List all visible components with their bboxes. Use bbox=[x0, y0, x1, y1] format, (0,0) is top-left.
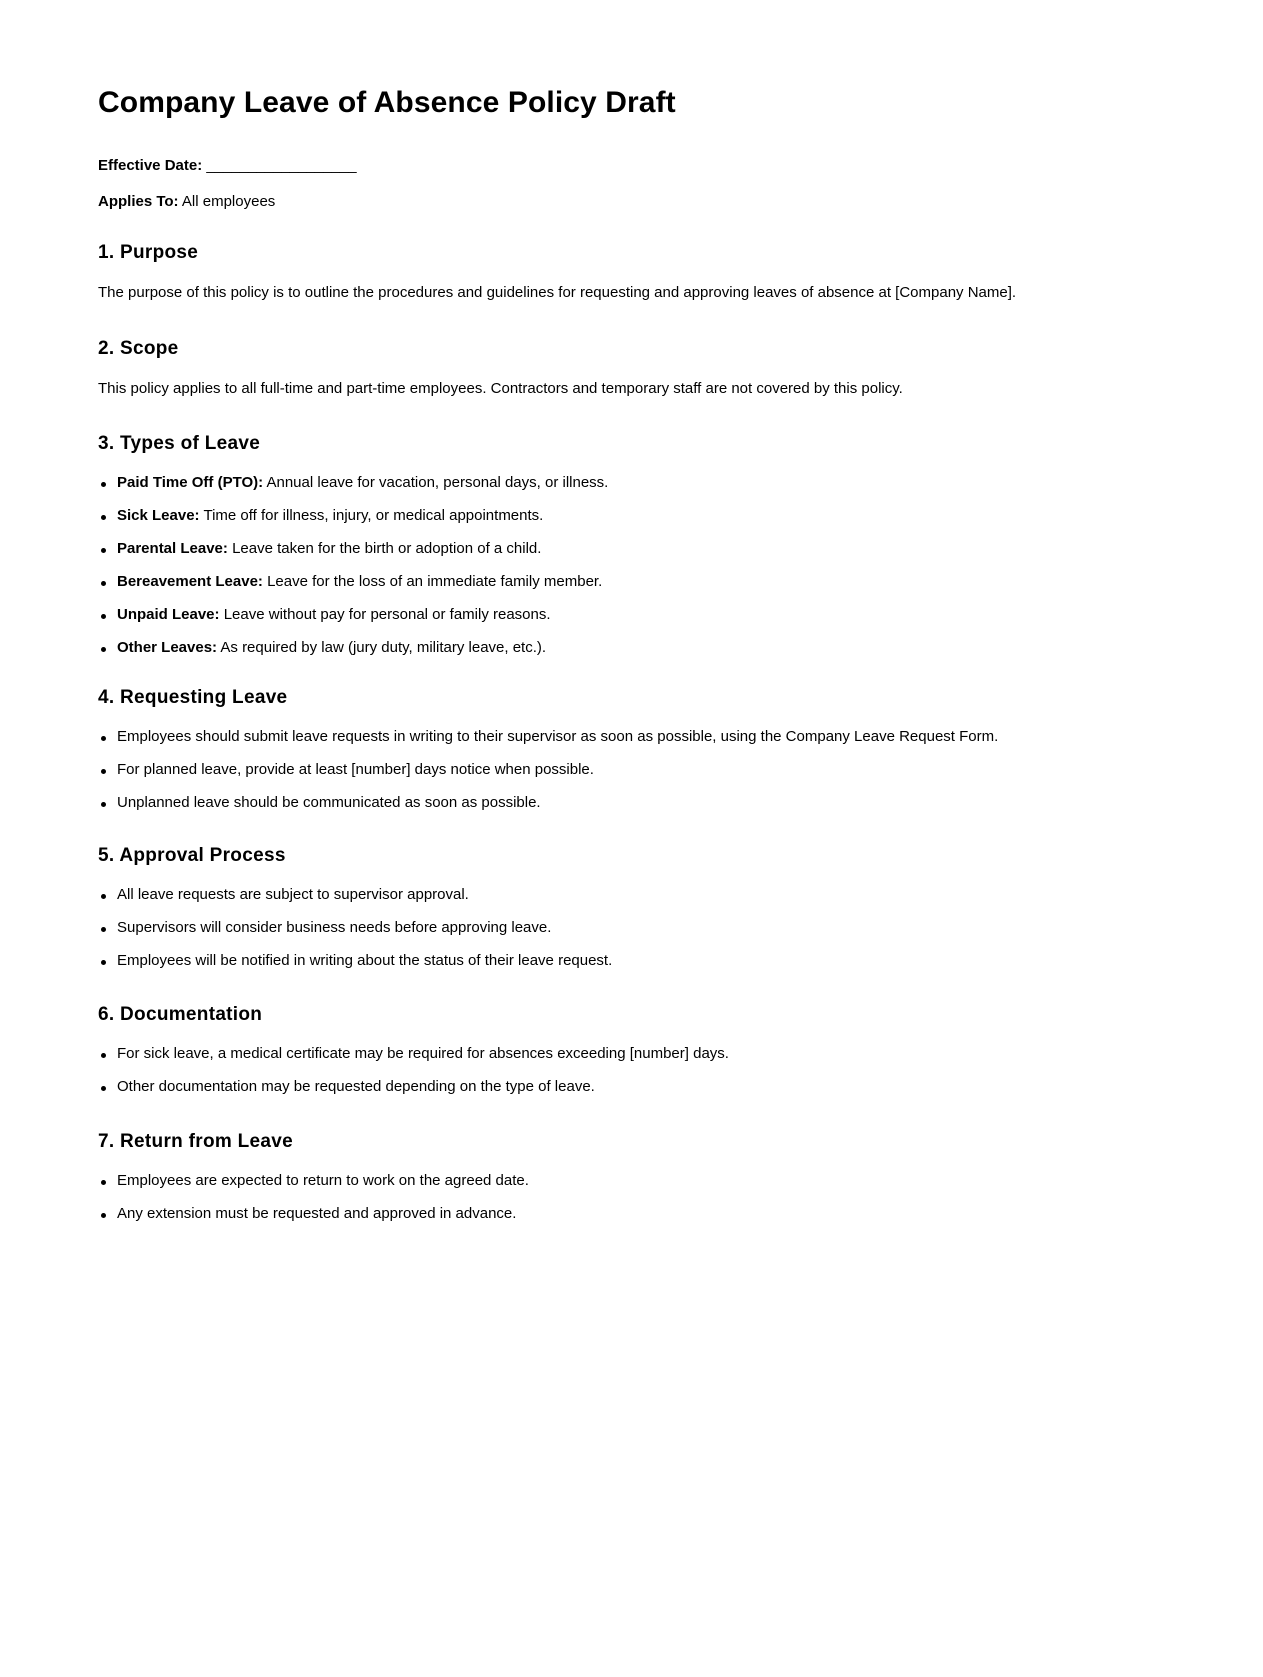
documentation-list bbox=[98, 1044, 1168, 1110]
applies-to-value: All employees bbox=[181, 193, 276, 210]
return-from-leave-list bbox=[98, 1171, 1168, 1237]
section-body: The purpose of this policy is to outline the procedures and guidelines for requesting and approving leaves of absence at [Company Name]. bbox=[98, 284, 1017, 301]
list-item: Unplanned leave should be communicated as soon as possible. bbox=[98, 793, 1168, 826]
requesting-leave-list bbox=[98, 727, 1168, 826]
section-body: This policy applies to all full-time and part-time employees. Contractors and temporary staff are not covered by this policy. bbox=[98, 380, 903, 397]
section-heading: 6. Documentation bbox=[98, 1004, 263, 1025]
applies-to-line bbox=[98, 193, 275, 210]
leave-type-text: Annual leave for vacation, personal days, or illness. bbox=[266, 474, 609, 491]
approval-process-list bbox=[98, 885, 1168, 984]
list-item: Employees should submit leave requests in writing to their supervisor as soon as possible, using the Company Leave Request Form. bbox=[98, 727, 1168, 760]
section-heading: 3. Types of Leave bbox=[98, 433, 261, 454]
document-title: Company Leave of Absence Policy Draft bbox=[98, 86, 676, 119]
leave-type-text: Leave taken for the birth or adoption of a child. bbox=[232, 540, 542, 557]
section-heading: 1. Purpose bbox=[98, 242, 199, 263]
leave-type-term: Unpaid Leave: bbox=[117, 606, 220, 623]
document-page bbox=[98, 0, 1168, 1277]
list-item: All leave requests are subject to supervisor approval. bbox=[98, 885, 1168, 918]
section-requesting-leave bbox=[98, 687, 1168, 826]
list-item: Supervisors will consider business needs before approving leave. bbox=[98, 918, 1168, 951]
section-heading: 4. Requesting Leave bbox=[98, 687, 288, 708]
list-item: Other documentation may be requested depending on the type of leave. bbox=[98, 1077, 1168, 1110]
leave-type-term: Other Leaves: bbox=[117, 639, 218, 656]
section-approval-process bbox=[98, 845, 1168, 984]
leave-type-term: Bereavement Leave: bbox=[117, 573, 263, 590]
effective-date-value: __________________ bbox=[206, 157, 357, 174]
list-item bbox=[98, 605, 1168, 638]
section-heading: 7. Return from Leave bbox=[98, 1131, 293, 1152]
effective-date-label: Effective Date: bbox=[98, 157, 203, 174]
list-item bbox=[98, 572, 1168, 605]
leave-type-text: As required by law (jury duty, military leave, etc.). bbox=[220, 639, 547, 656]
leave-type-text: Leave for the loss of an immediate family member. bbox=[267, 573, 603, 590]
list-item bbox=[98, 506, 1168, 539]
section-scope bbox=[98, 338, 1168, 397]
list-item: For planned leave, provide at least [number] days notice when possible. bbox=[98, 760, 1168, 793]
section-return-from-leave bbox=[98, 1131, 1168, 1237]
section-documentation bbox=[98, 1004, 1168, 1110]
section-heading: 5. Approval Process bbox=[98, 845, 286, 866]
leave-type-text: Time off for illness, injury, or medical appointments. bbox=[203, 507, 544, 524]
effective-date-line bbox=[98, 157, 357, 174]
applies-to-label: Applies To: bbox=[98, 193, 179, 210]
list-item bbox=[98, 638, 1168, 671]
leave-type-term: Parental Leave: bbox=[117, 540, 228, 557]
section-types-of-leave bbox=[98, 433, 1168, 671]
list-item bbox=[98, 473, 1168, 506]
list-item: Employees will be notified in writing about the status of their leave request. bbox=[98, 951, 1168, 984]
leave-type-text: Leave without pay for personal or family reasons. bbox=[223, 606, 551, 623]
leave-type-term: Sick Leave: bbox=[117, 507, 200, 524]
list-item: For sick leave, a medical certificate may be required for absences exceeding [number] days. bbox=[98, 1044, 1168, 1077]
leave-types-list bbox=[98, 473, 1168, 671]
list-item: Any extension must be requested and approved in advance. bbox=[98, 1204, 1168, 1237]
list-item bbox=[98, 539, 1168, 572]
section-purpose bbox=[98, 242, 1168, 301]
section-heading: 2. Scope bbox=[98, 338, 179, 359]
leave-type-term: Paid Time Off (PTO): bbox=[117, 474, 264, 491]
list-item: Employees are expected to return to work on the agreed date. bbox=[98, 1171, 1168, 1204]
